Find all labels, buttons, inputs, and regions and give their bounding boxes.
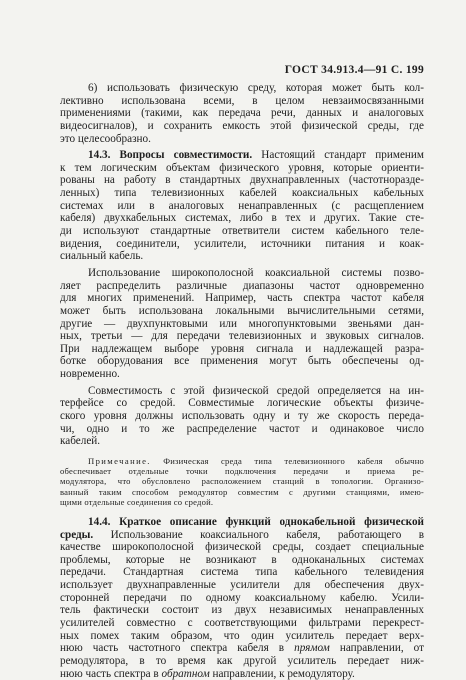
text-line: ленных) типа телевизионных кабелей коаксиальных кабельных <box>60 187 424 200</box>
section-heading: среды. <box>60 528 94 541</box>
italic-term: прямом <box>294 642 330 655</box>
text-line: может быть использована локальными вычислительными сетями, <box>60 304 424 317</box>
section-heading: 14.3. Вопросы совместимости. <box>88 149 253 162</box>
text-line: 14.3. Вопросы совместимости. Настоящий стандарт применим <box>88 149 424 162</box>
text-line: применениями (такими, как передача речи, данных и аналоговых <box>60 107 424 120</box>
text-line: Совместимость с этой физической средой определяется на ин- <box>88 384 424 397</box>
text-line: использует двухнаправленные усилители для обеспечения двух- <box>60 579 424 592</box>
text-line: тель фактически состоит из двух независимых ненаправленных <box>60 604 424 617</box>
text-line: нюю часть частотного спектра кабеля в прямом направлении, от <box>60 642 424 655</box>
text-line: среды. Использование коаксиального кабеля, работающего в <box>60 528 424 541</box>
text-line: рованы на работу в стандартных двухнаправленных (частотноразде- <box>60 174 424 187</box>
text-line: обеспечивает отдельные точки подключения передачи и приема ре- <box>60 466 424 477</box>
section-14-4 <box>60 516 424 680</box>
text-line: ди используют стандартные ответвители систем кабельного теле- <box>60 225 424 238</box>
text-line: 6) использовать физическую среду, которая может быть кол- <box>88 82 424 94</box>
paragraph-compatibility <box>60 385 424 448</box>
paragraph-broadband <box>60 267 424 381</box>
document-body <box>60 82 424 680</box>
text-line: системах или в аналоговых ненаправленных (с расщеплением <box>60 199 424 212</box>
text-line: сиальный кабель. <box>60 250 144 263</box>
text-line: видения, соединители, усилители, источники питания и коак- <box>60 237 424 250</box>
text-line: видеосигналов), и сохранить емкость этой физической среды, где <box>60 119 424 132</box>
text-line: усилителей совместно с соответствующими фильтрами перекрест- <box>60 617 424 629</box>
text-line: качестве широкополосной физической среды, создает специальные <box>60 541 424 554</box>
text-line: терфейсе со средой. Совместимые логические объекты физиче- <box>60 397 424 410</box>
text-line: сторонней передачи по одному коаксиальному кабелю. Усили- <box>60 591 424 604</box>
section-14-3 <box>60 149 424 263</box>
section-heading: 14.4. Краткое описание функций однокабельной физической <box>88 515 424 528</box>
text-line: чи, одно и то же распределение частот и одинаковое число <box>60 422 424 435</box>
text-line: При надлежащем выборе уровня сигнала и надлежащей разра- <box>60 342 424 355</box>
text-line: Примечание. Физическая среда типа телевизионного кабеля обычно <box>88 455 424 466</box>
text-line: для многих применений. Например, часть спектра частот кабеля <box>60 292 424 305</box>
text-line: другие — двухпунктовыми или многопунктовыми звеньями дан- <box>60 317 424 330</box>
page-header: ГОСТ 34.913.4—91 С. 199 <box>284 64 424 76</box>
note-label: Примечание. <box>88 455 151 466</box>
text-line: Использование широкополосной коаксиальной системы позво- <box>88 266 424 279</box>
text-line: модулятора, что обусловлено расположением станций в топологии. Организо- <box>60 476 424 487</box>
text-line: щими отдельные соединения со средой. <box>60 496 214 507</box>
text-line: проблемы, которые не возникают в одноканальных системах <box>60 553 424 566</box>
text-line: кабелей. <box>60 435 101 448</box>
text-line: лективно использована всеми, в целом невзаимосвязанными <box>60 94 424 107</box>
paragraph-list-item-6 <box>60 82 424 145</box>
text-line: передачи. Стандартная система типа кабельного телевидения <box>60 566 424 579</box>
note-block <box>60 456 424 507</box>
text-line: ского уровня должны использовать одну и ту же скорость переда- <box>60 410 424 423</box>
text-line: нюю часть спектра в обратном направлении, к ремодулятору. <box>60 667 355 680</box>
text-line: ляет распределить различные диапазоны частот одновременно <box>60 279 424 292</box>
text-line: ных помех таким образом, что один усилитель передает верх- <box>60 629 424 642</box>
text-line: ботке оборудования все применения могут быть обеспечены од- <box>60 355 424 368</box>
text-line: ванный таким способом ремодулятор совместим с другими станциями, имею- <box>60 486 424 497</box>
text-line: кабеля) двухкабельных системах, либо в тех и других. Такие сте- <box>60 212 424 225</box>
text-line: ремодулятора, в то время как другой усилитель передает ниж- <box>60 654 424 667</box>
text-line: к тем логическим объектам физического уровня, которые ориенти- <box>60 161 424 174</box>
text-line: это целесообразно. <box>60 132 151 145</box>
italic-term: обратном <box>161 667 210 680</box>
text-line: новременно. <box>60 368 120 381</box>
text-line: ных, третьи — для передачи телевизионных и звуковых сигналов. <box>60 330 424 343</box>
